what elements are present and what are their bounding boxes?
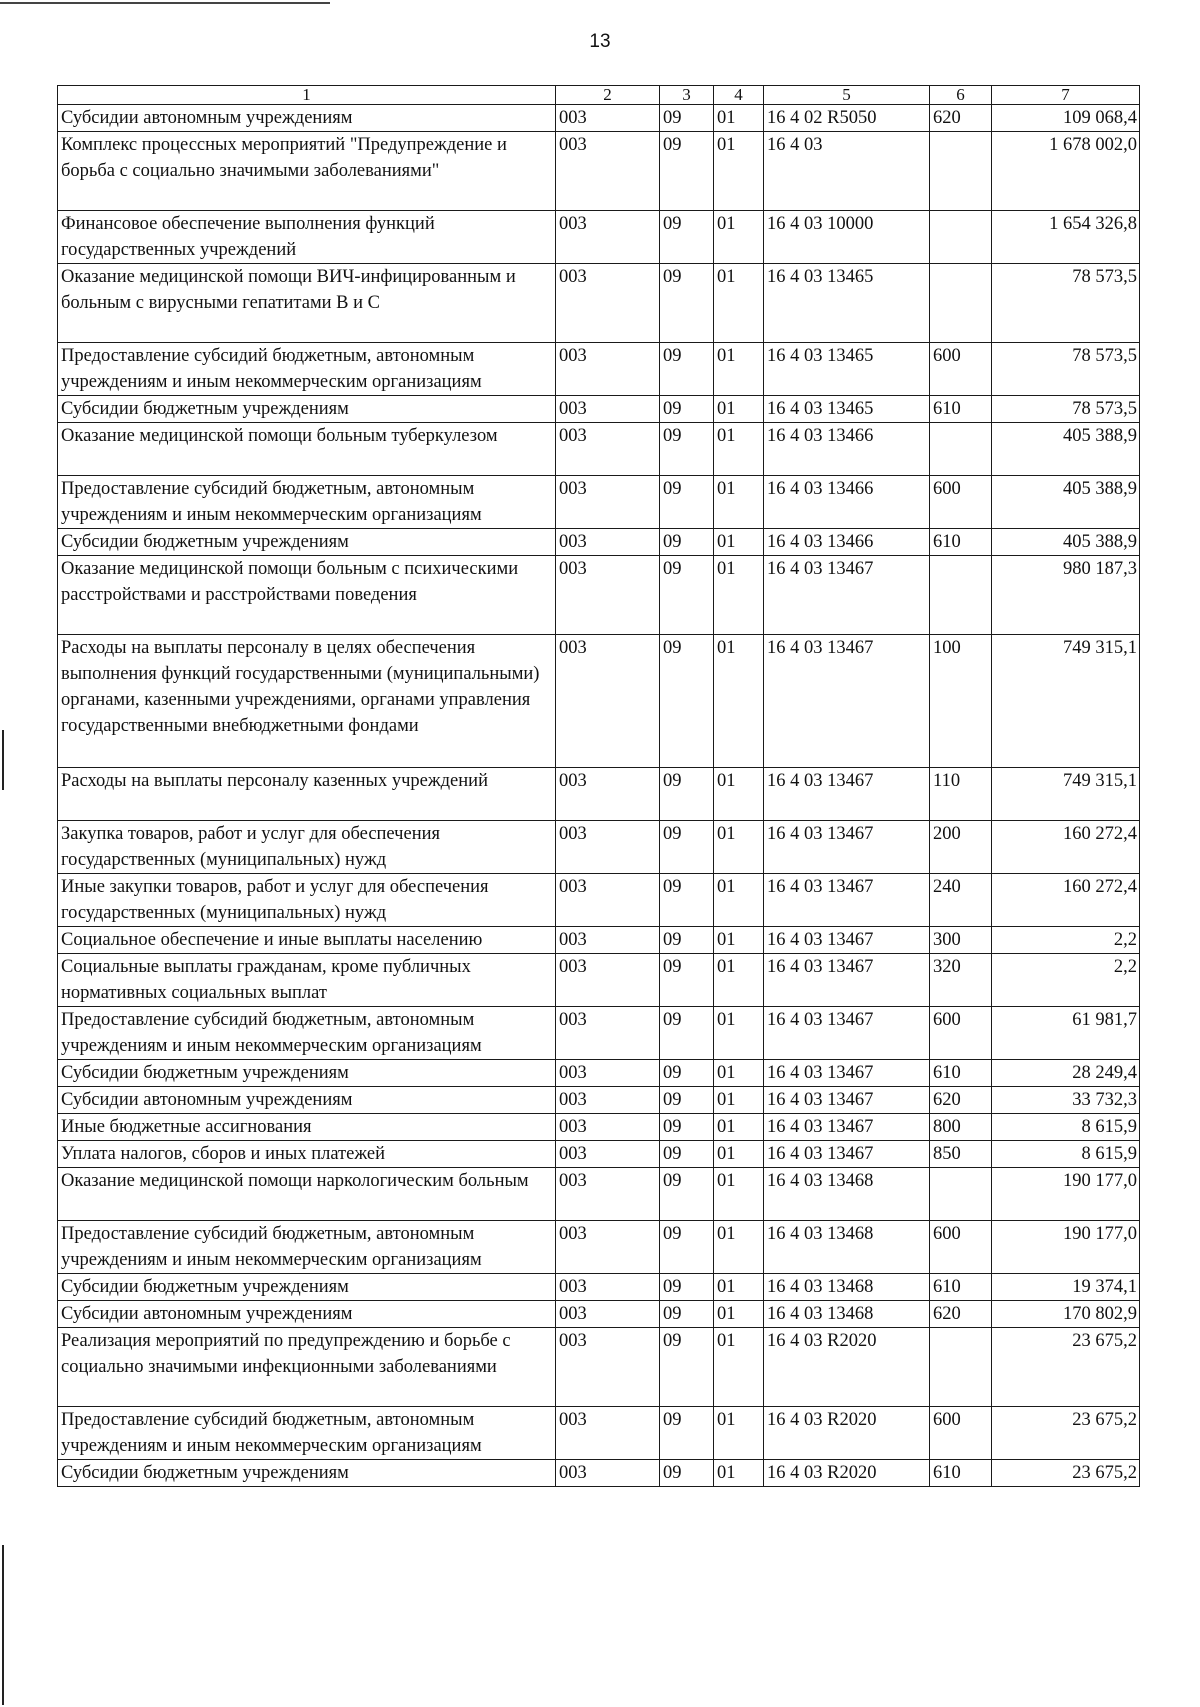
cell-c4: 01 xyxy=(714,1328,764,1407)
cell-c2: 003 xyxy=(556,1274,660,1301)
cell-c4: 01 xyxy=(714,874,764,927)
cell-target-code: 16 4 03 13467 xyxy=(764,768,930,821)
cell-expense-type xyxy=(930,211,992,264)
row-name: Субсидии бюджетным учреждениям xyxy=(58,1460,556,1487)
cell-amount: 1 678 002,0 xyxy=(992,132,1140,211)
cell-amount: 190 177,0 xyxy=(992,1168,1140,1221)
cell-c4: 01 xyxy=(714,821,764,874)
cell-c3: 09 xyxy=(660,105,714,132)
cell-target-code: 16 4 03 13468 xyxy=(764,1221,930,1274)
cell-c2: 003 xyxy=(556,1141,660,1168)
cell-c3: 09 xyxy=(660,423,714,476)
cell-c3: 09 xyxy=(660,529,714,556)
cell-target-code: 16 4 02 R5050 xyxy=(764,105,930,132)
cell-c3: 09 xyxy=(660,635,714,768)
table-row xyxy=(58,132,1140,211)
cell-expense-type: 600 xyxy=(930,1007,992,1060)
cell-c3: 09 xyxy=(660,1407,714,1460)
cell-c2: 003 xyxy=(556,264,660,343)
cell-c3: 09 xyxy=(660,556,714,635)
cell-expense-type: 320 xyxy=(930,954,992,1007)
cell-c2: 003 xyxy=(556,874,660,927)
table-row xyxy=(58,1328,1140,1407)
cell-c3: 09 xyxy=(660,1301,714,1328)
cell-target-code: 16 4 03 R2020 xyxy=(764,1328,930,1407)
cell-amount: 78 573,5 xyxy=(992,264,1140,343)
cell-target-code: 16 4 03 13467 xyxy=(764,1060,930,1087)
cell-c3: 09 xyxy=(660,1168,714,1221)
cell-c3: 09 xyxy=(660,954,714,1007)
cell-c2: 003 xyxy=(556,821,660,874)
row-name: Субсидии автономным учреждениям xyxy=(58,1301,556,1328)
cell-c4: 01 xyxy=(714,264,764,343)
cell-target-code: 16 4 03 13467 xyxy=(764,635,930,768)
row-name: Предоставление субсидий бюджетным, автономным учреждениям и иным некоммерческим организациям xyxy=(58,476,556,529)
cell-c2: 003 xyxy=(556,768,660,821)
cell-c2: 003 xyxy=(556,1460,660,1487)
cell-expense-type: 620 xyxy=(930,105,992,132)
cell-amount: 8 615,9 xyxy=(992,1141,1140,1168)
cell-amount: 33 732,3 xyxy=(992,1087,1140,1114)
cell-c3: 09 xyxy=(660,1060,714,1087)
cell-target-code: 16 4 03 13466 xyxy=(764,529,930,556)
row-name: Предоставление субсидий бюджетным, автономным учреждениям и иным некоммерческим организациям xyxy=(58,1007,556,1060)
cell-expense-type: 600 xyxy=(930,1221,992,1274)
cell-expense-type: 110 xyxy=(930,768,992,821)
cell-expense-type xyxy=(930,423,992,476)
cell-amount: 19 374,1 xyxy=(992,1274,1140,1301)
row-name: Уплата налогов, сборов и иных платежей xyxy=(58,1141,556,1168)
cell-target-code: 16 4 03 13468 xyxy=(764,1301,930,1328)
cell-amount: 8 615,9 xyxy=(992,1114,1140,1141)
cell-expense-type: 850 xyxy=(930,1141,992,1168)
cell-c4: 01 xyxy=(714,343,764,396)
cell-amount: 160 272,4 xyxy=(992,874,1140,927)
table-row xyxy=(58,1007,1140,1060)
cell-expense-type xyxy=(930,264,992,343)
cell-c2: 003 xyxy=(556,1221,660,1274)
cell-amount: 23 675,2 xyxy=(992,1407,1140,1460)
cell-c2: 003 xyxy=(556,635,660,768)
cell-c4: 01 xyxy=(714,927,764,954)
table-row xyxy=(58,529,1140,556)
table-row xyxy=(58,1460,1140,1487)
table-row xyxy=(58,1141,1140,1168)
table-row xyxy=(58,1221,1140,1274)
row-name: Иные бюджетные ассигнования xyxy=(58,1114,556,1141)
table-row xyxy=(58,874,1140,927)
cell-c4: 01 xyxy=(714,1141,764,1168)
table-row xyxy=(58,927,1140,954)
cell-target-code: 16 4 03 xyxy=(764,132,930,211)
budget-table xyxy=(57,85,1140,1487)
column-header: 7 xyxy=(992,86,1140,105)
row-name: Предоставление субсидий бюджетным, автономным учреждениям и иным некоммерческим организациям xyxy=(58,343,556,396)
cell-c3: 09 xyxy=(660,1007,714,1060)
cell-amount: 23 675,2 xyxy=(992,1460,1140,1487)
cell-c3: 09 xyxy=(660,396,714,423)
row-name: Субсидии автономным учреждениям xyxy=(58,1087,556,1114)
cell-target-code: 16 4 03 13466 xyxy=(764,423,930,476)
cell-c3: 09 xyxy=(660,1141,714,1168)
cell-target-code: 16 4 03 13467 xyxy=(764,954,930,1007)
column-header: 1 xyxy=(58,86,556,105)
table-row xyxy=(58,954,1140,1007)
cell-c2: 003 xyxy=(556,1328,660,1407)
cell-expense-type xyxy=(930,1168,992,1221)
cell-amount: 61 981,7 xyxy=(992,1007,1140,1060)
column-header: 3 xyxy=(660,86,714,105)
cell-expense-type: 610 xyxy=(930,529,992,556)
cell-c3: 09 xyxy=(660,821,714,874)
column-header: 5 xyxy=(764,86,930,105)
cell-expense-type: 240 xyxy=(930,874,992,927)
edge-mark xyxy=(2,1545,4,1705)
cell-c3: 09 xyxy=(660,476,714,529)
column-header: 2 xyxy=(556,86,660,105)
table-row xyxy=(58,211,1140,264)
cell-target-code: 16 4 03 13467 xyxy=(764,927,930,954)
cell-c2: 003 xyxy=(556,1007,660,1060)
cell-c4: 01 xyxy=(714,635,764,768)
cell-expense-type: 600 xyxy=(930,476,992,529)
cell-amount: 980 187,3 xyxy=(992,556,1140,635)
cell-c4: 01 xyxy=(714,1168,764,1221)
cell-expense-type xyxy=(930,556,992,635)
cell-c2: 003 xyxy=(556,423,660,476)
table-row xyxy=(58,423,1140,476)
cell-target-code: 16 4 03 13467 xyxy=(764,1087,930,1114)
header-row xyxy=(58,86,1140,105)
cell-expense-type: 100 xyxy=(930,635,992,768)
table-row xyxy=(58,264,1140,343)
cell-amount: 405 388,9 xyxy=(992,476,1140,529)
cell-expense-type: 620 xyxy=(930,1087,992,1114)
cell-amount: 78 573,5 xyxy=(992,343,1140,396)
row-name: Социальные выплаты гражданам, кроме публичных нормативных социальных выплат xyxy=(58,954,556,1007)
page-number: 13 xyxy=(589,31,611,52)
row-name: Закупка товаров, работ и услуг для обеспечения государственных (муниципальных) нужд xyxy=(58,821,556,874)
cell-c4: 01 xyxy=(714,1007,764,1060)
cell-c3: 09 xyxy=(660,343,714,396)
cell-c3: 09 xyxy=(660,1274,714,1301)
table-row xyxy=(58,821,1140,874)
cell-expense-type: 610 xyxy=(930,396,992,423)
cell-c3: 09 xyxy=(660,264,714,343)
cell-c3: 09 xyxy=(660,1460,714,1487)
row-name: Социальное обеспечение и иные выплаты населению xyxy=(58,927,556,954)
cell-expense-type: 600 xyxy=(930,1407,992,1460)
cell-c2: 003 xyxy=(556,1407,660,1460)
cell-target-code: 16 4 03 13467 xyxy=(764,556,930,635)
cell-c4: 01 xyxy=(714,132,764,211)
table-row xyxy=(58,635,1140,768)
cell-c2: 003 xyxy=(556,1168,660,1221)
cell-c4: 01 xyxy=(714,556,764,635)
cell-c3: 09 xyxy=(660,768,714,821)
cell-c2: 003 xyxy=(556,1114,660,1141)
row-name: Оказание медицинской помощи больным туберкулезом xyxy=(58,423,556,476)
cell-c2: 003 xyxy=(556,211,660,264)
cell-c4: 01 xyxy=(714,1060,764,1087)
row-name: Субсидии автономным учреждениям xyxy=(58,105,556,132)
cell-c2: 003 xyxy=(556,132,660,211)
cell-expense-type: 620 xyxy=(930,1301,992,1328)
cell-amount: 28 249,4 xyxy=(992,1060,1140,1087)
cell-c4: 01 xyxy=(714,768,764,821)
cell-c2: 003 xyxy=(556,105,660,132)
cell-amount: 190 177,0 xyxy=(992,1221,1140,1274)
row-name: Комплекс процессных мероприятий "Предупреждение и борьба с социально значимыми заболеваниями" xyxy=(58,132,556,211)
table-row xyxy=(58,476,1140,529)
cell-amount: 749 315,1 xyxy=(992,635,1140,768)
cell-target-code: 16 4 03 13465 xyxy=(764,396,930,423)
column-header: 6 xyxy=(930,86,992,105)
row-name: Субсидии бюджетным учреждениям xyxy=(58,1274,556,1301)
cell-c2: 003 xyxy=(556,343,660,396)
table-row xyxy=(58,1274,1140,1301)
cell-c2: 003 xyxy=(556,1060,660,1087)
cell-target-code: 16 4 03 13468 xyxy=(764,1274,930,1301)
row-name: Расходы на выплаты персоналу в целях обеспечения выполнения функций государственными (муниципальными) органами, казенными учреждениями, органами управления государственными внебюджетными фондами xyxy=(58,635,556,768)
cell-amount: 405 388,9 xyxy=(992,423,1140,476)
table-row xyxy=(58,556,1140,635)
cell-amount: 160 272,4 xyxy=(992,821,1140,874)
cell-c3: 09 xyxy=(660,1221,714,1274)
row-name: Иные закупки товаров, работ и услуг для обеспечения государственных (муниципальных) нужд xyxy=(58,874,556,927)
cell-target-code: 16 4 03 13467 xyxy=(764,1114,930,1141)
cell-expense-type xyxy=(930,1328,992,1407)
cell-c4: 01 xyxy=(714,1274,764,1301)
cell-c3: 09 xyxy=(660,211,714,264)
table-row xyxy=(58,1407,1140,1460)
cell-amount: 2,2 xyxy=(992,927,1140,954)
cell-c2: 003 xyxy=(556,954,660,1007)
row-name: Финансовое обеспечение выполнения функций государственных учреждений xyxy=(58,211,556,264)
cell-c3: 09 xyxy=(660,1114,714,1141)
cell-c2: 003 xyxy=(556,476,660,529)
cell-amount: 78 573,5 xyxy=(992,396,1140,423)
cell-c2: 003 xyxy=(556,927,660,954)
cell-target-code: 16 4 03 13467 xyxy=(764,1007,930,1060)
row-name: Оказание медицинской помощи больным с психическими расстройствами и расстройствами поведения xyxy=(58,556,556,635)
row-name: Оказание медицинской помощи наркологическим больным xyxy=(58,1168,556,1221)
cell-c2: 003 xyxy=(556,396,660,423)
cell-c3: 09 xyxy=(660,1087,714,1114)
cell-c4: 01 xyxy=(714,1460,764,1487)
cell-c4: 01 xyxy=(714,1407,764,1460)
cell-amount: 405 388,9 xyxy=(992,529,1140,556)
table-row xyxy=(58,396,1140,423)
cell-c4: 01 xyxy=(714,476,764,529)
cell-c4: 01 xyxy=(714,954,764,1007)
table-row xyxy=(58,105,1140,132)
cell-target-code: 16 4 03 10000 xyxy=(764,211,930,264)
cell-c3: 09 xyxy=(660,1328,714,1407)
row-name: Субсидии бюджетным учреждениям xyxy=(58,396,556,423)
cell-expense-type: 610 xyxy=(930,1060,992,1087)
cell-expense-type: 610 xyxy=(930,1274,992,1301)
cell-target-code: 16 4 03 R2020 xyxy=(764,1407,930,1460)
cell-c2: 003 xyxy=(556,1087,660,1114)
row-name: Оказание медицинской помощи ВИЧ-инфицированным и больным с вирусными гепатитами В и С xyxy=(58,264,556,343)
cell-c4: 01 xyxy=(714,1301,764,1328)
cell-expense-type: 610 xyxy=(930,1460,992,1487)
top-rule xyxy=(0,2,330,4)
cell-target-code: 16 4 03 13467 xyxy=(764,874,930,927)
edge-mark xyxy=(2,730,4,790)
row-name: Расходы на выплаты персоналу казенных учреждений xyxy=(58,768,556,821)
cell-amount: 170 802,9 xyxy=(992,1301,1140,1328)
cell-c2: 003 xyxy=(556,529,660,556)
cell-c4: 01 xyxy=(714,1087,764,1114)
cell-expense-type: 600 xyxy=(930,343,992,396)
cell-expense-type: 300 xyxy=(930,927,992,954)
cell-c2: 003 xyxy=(556,1301,660,1328)
cell-target-code: 16 4 03 13466 xyxy=(764,476,930,529)
table-row xyxy=(58,1087,1140,1114)
row-name: Реализация мероприятий по предупреждению и борьбе с социально значимыми инфекционными заболеваниями xyxy=(58,1328,556,1407)
cell-amount: 1 654 326,8 xyxy=(992,211,1140,264)
cell-c3: 09 xyxy=(660,132,714,211)
cell-expense-type: 800 xyxy=(930,1114,992,1141)
cell-amount: 23 675,2 xyxy=(992,1328,1140,1407)
table-row xyxy=(58,1114,1140,1141)
cell-expense-type xyxy=(930,132,992,211)
row-name: Предоставление субсидий бюджетным, автономным учреждениям и иным некоммерческим организациям xyxy=(58,1407,556,1460)
cell-c4: 01 xyxy=(714,1114,764,1141)
cell-c4: 01 xyxy=(714,529,764,556)
row-name: Субсидии бюджетным учреждениям xyxy=(58,529,556,556)
cell-c3: 09 xyxy=(660,927,714,954)
cell-c4: 01 xyxy=(714,396,764,423)
cell-target-code: 16 4 03 13468 xyxy=(764,1168,930,1221)
row-name: Предоставление субсидий бюджетным, автономным учреждениям и иным некоммерческим организациям xyxy=(58,1221,556,1274)
cell-expense-type: 200 xyxy=(930,821,992,874)
table-row xyxy=(58,768,1140,821)
cell-amount: 109 068,4 xyxy=(992,105,1140,132)
cell-target-code: 16 4 03 13465 xyxy=(764,264,930,343)
cell-target-code: 16 4 03 R2020 xyxy=(764,1460,930,1487)
cell-target-code: 16 4 03 13467 xyxy=(764,1141,930,1168)
cell-target-code: 16 4 03 13465 xyxy=(764,343,930,396)
cell-c3: 09 xyxy=(660,874,714,927)
cell-c4: 01 xyxy=(714,105,764,132)
cell-c2: 003 xyxy=(556,556,660,635)
cell-target-code: 16 4 03 13467 xyxy=(764,821,930,874)
column-header: 4 xyxy=(714,86,764,105)
table-row xyxy=(58,1301,1140,1328)
row-name: Субсидии бюджетным учреждениям xyxy=(58,1060,556,1087)
table-row xyxy=(58,343,1140,396)
cell-c4: 01 xyxy=(714,211,764,264)
cell-amount: 2,2 xyxy=(992,954,1140,1007)
cell-amount: 749 315,1 xyxy=(992,768,1140,821)
table-row xyxy=(58,1060,1140,1087)
cell-c4: 01 xyxy=(714,1221,764,1274)
table-row xyxy=(58,1168,1140,1221)
cell-c4: 01 xyxy=(714,423,764,476)
